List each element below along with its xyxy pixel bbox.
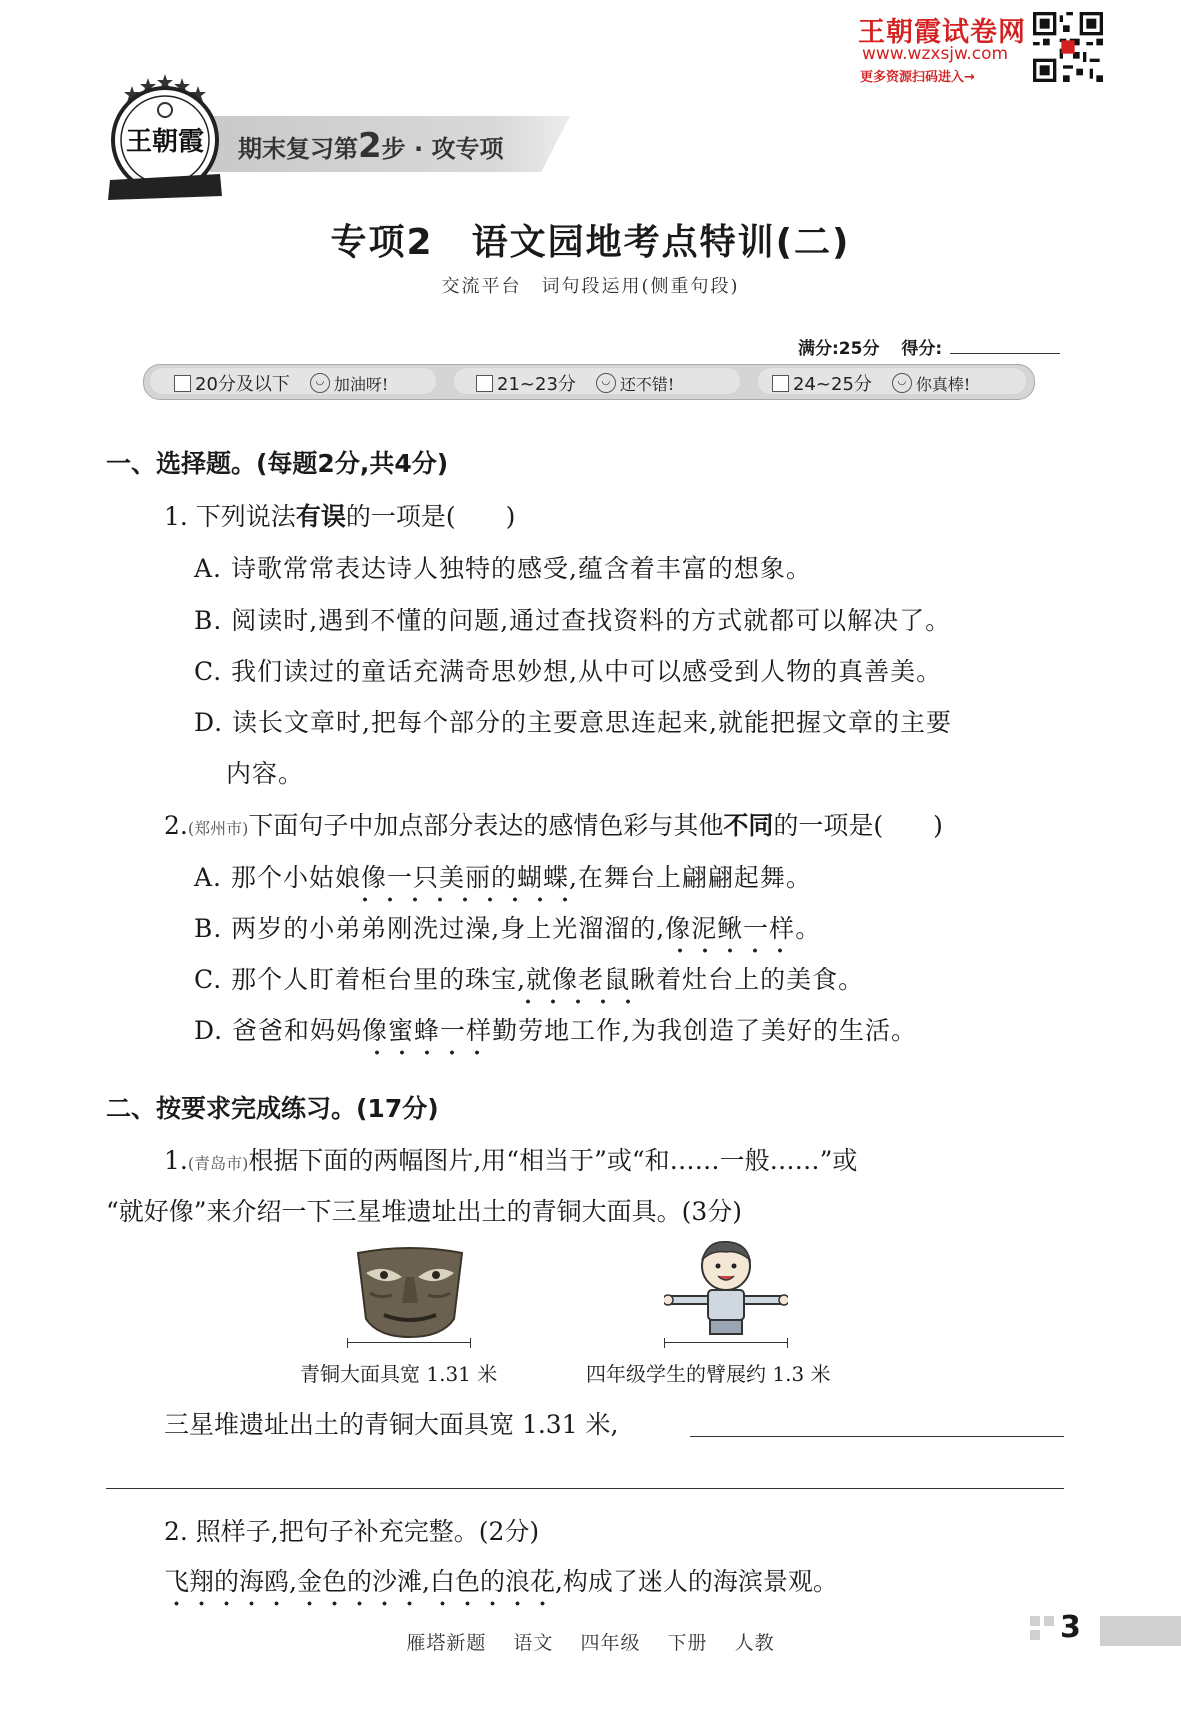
mask-width-measure	[347, 1338, 471, 1348]
grade-range: 24~25分	[793, 374, 872, 395]
q1-stem-emphasis: 有误	[295, 502, 346, 531]
dotted-phrase: 像蜜蜂一样	[362, 1011, 492, 1047]
q1-option-d-continued: 内容。	[226, 759, 305, 788]
footer-grade: 四年级	[580, 1632, 641, 1654]
q1-option-b[interactable]: B. 阅读时,遇到不懂的问题,通过查找资料的方式就都可以解决了。	[194, 606, 952, 635]
answer-line-2[interactable]	[106, 1488, 1064, 1489]
s2-q1-source: (青岛市)	[187, 1154, 249, 1173]
option-text-after: 勤劳地工作,为我创造了美好的生活。	[492, 1016, 918, 1045]
step-suffix: 步 · 攻专项	[381, 135, 504, 163]
child-caption: 四年级学生的臂展约 1.3 米	[586, 1362, 831, 1386]
got-score-label: 得分:	[901, 339, 943, 359]
smiley-face-icon: ◡	[892, 373, 912, 393]
s2-q1-answer-prefix: 三星堆遗址出土的青铜大面具宽 1.31 米,	[164, 1410, 619, 1439]
page-number-bar	[1100, 1616, 1181, 1646]
q2-stem-emphasis: 不同	[723, 811, 774, 840]
dotted-phrase: 金色的沙滩	[297, 1562, 422, 1598]
option-text-before: C. 那个人盯着柜台里的珠宝,	[194, 965, 527, 994]
smiley-face-icon: ◡	[596, 373, 616, 393]
q2-stem-after: 的一项是( )	[773, 811, 943, 840]
q2-option-b[interactable]	[194, 909, 821, 945]
q2-option-a[interactable]	[194, 858, 812, 894]
full-score-label: 满分:25分	[798, 339, 880, 359]
dotted-phrase: 就像老鼠	[526, 960, 630, 996]
step-banner-text	[238, 126, 504, 166]
option-text-before: B. 两岁的小弟弟刚洗过澡,身上光溜溜的,	[194, 914, 666, 943]
grade-level-3	[772, 370, 970, 396]
option-text-before: D. 爸爸和妈妈	[194, 1016, 363, 1045]
footer-volume: 下册	[667, 1632, 708, 1654]
grade-encouragement: 你真棒!	[915, 374, 971, 394]
q1-option-a[interactable]: A. 诗歌常常表达诗人独特的感受,蕴含着丰富的想象。	[194, 554, 812, 583]
score-blank[interactable]	[950, 353, 1060, 354]
q1-stem-after: 的一项是( )	[345, 502, 516, 531]
page-corner-decoration	[1030, 1616, 1040, 1626]
s2-q1-number: 1.	[164, 1146, 188, 1175]
brand-tip: 更多资源扫码进入→	[860, 70, 975, 85]
checkbox-icon[interactable]	[772, 375, 789, 392]
score-line	[798, 334, 942, 359]
brand-site-name: 王朝霞试卷网	[858, 17, 1026, 48]
page-corner-decoration	[1044, 1616, 1054, 1626]
bronze-mask-image	[350, 1245, 470, 1340]
child-arm-span-image	[664, 1238, 788, 1338]
footer-subject: 语文	[513, 1632, 554, 1654]
grade-encouragement: 还不错!	[619, 374, 675, 394]
brand-url[interactable]: www.wzxsjw.com	[862, 44, 1009, 64]
step-number: 2	[358, 126, 382, 166]
dotted-phrase: 飞翔的海鸥	[164, 1562, 289, 1598]
q2-option-d[interactable]	[194, 1011, 917, 1047]
dotted-phrase: 白色的浪花	[430, 1562, 555, 1598]
footer	[0, 1628, 1181, 1655]
smiley-face-icon: ◡	[310, 373, 330, 393]
grade-range: 20分及以下	[195, 374, 290, 395]
q2-source: (郑州市)	[187, 819, 249, 838]
option-text-after: 瞅着灶台上的美食。	[630, 965, 865, 994]
grade-level-2	[476, 370, 674, 396]
arm-span-measure	[664, 1338, 788, 1348]
checkbox-icon[interactable]	[174, 375, 191, 392]
s2-q1-line2: “就好像”来介绍一下三星堆遗址出土的青铜大面具。(3分)	[106, 1197, 742, 1226]
q1-option-c[interactable]: C. 我们读过的童话充满奇思妙想,从中可以感受到人物的真善美。	[194, 657, 943, 686]
sentence-text: ,	[421, 1567, 430, 1596]
s2-q2-example-sentence	[164, 1562, 838, 1598]
option-text-after: ,在舞台上翩翩起舞。	[568, 863, 812, 892]
brand-logo-seal	[100, 72, 230, 212]
q1-option-d[interactable]: D. 读长文章时,把每个部分的主要意思连起来,就能把握文章的主要	[194, 708, 952, 737]
grade-encouragement: 加油呀!	[333, 374, 389, 394]
page-corner-decoration	[1030, 1630, 1040, 1640]
dotted-phrase: 像一只美丽的蝴蝶	[361, 858, 569, 894]
s2-q2-stem: 2. 照样子,把句子补充完整。(2分)	[164, 1517, 540, 1546]
q2-number: 2.	[164, 811, 188, 840]
page-number: 3	[1060, 1610, 1081, 1645]
sentence-text: ,构成了迷人的海滨景观。	[554, 1567, 838, 1596]
q2-option-c[interactable]	[194, 960, 864, 996]
logo-text: 王朝霞	[125, 127, 205, 157]
q2-stem-before: 下面句子中加点部分表达的感情色彩与其他	[248, 811, 724, 840]
mask-caption: 青铜大面具宽 1.31 米	[300, 1362, 498, 1386]
grade-range: 21~23分	[497, 374, 576, 395]
page-title: 专项2 语文园地考点特训(二)	[330, 222, 851, 263]
option-text-after: 。	[795, 914, 822, 943]
section1-heading: 一、选择题。(每题2分,共4分)	[106, 449, 449, 478]
qr-code-icon[interactable]	[1033, 12, 1103, 82]
page-subtitle: 交流平台 词句段运用(侧重句段)	[441, 276, 740, 297]
q1-stem	[164, 497, 515, 533]
q2-stem	[164, 806, 943, 842]
answer-line-1[interactable]	[690, 1436, 1064, 1437]
q1-stem-before: 1. 下列说法	[164, 502, 296, 531]
option-text-before: A. 那个小姑娘	[194, 863, 361, 892]
step-prefix: 期末复习第	[238, 135, 358, 163]
s2-q1-line1	[164, 1141, 857, 1177]
sentence-text: ,	[289, 1567, 297, 1596]
footer-edition: 人教	[734, 1632, 775, 1654]
footer-series: 雁塔新题	[406, 1632, 487, 1654]
section2-heading: 二、按要求完成练习。(17分)	[106, 1094, 439, 1123]
s2-q1-text-line1: 根据下面的两幅图片,用“相当于”或“和……一般……”或	[248, 1146, 858, 1175]
grade-level-1	[174, 370, 388, 396]
dotted-phrase: 像泥鳅一样	[665, 909, 795, 945]
checkbox-icon[interactable]	[476, 375, 493, 392]
